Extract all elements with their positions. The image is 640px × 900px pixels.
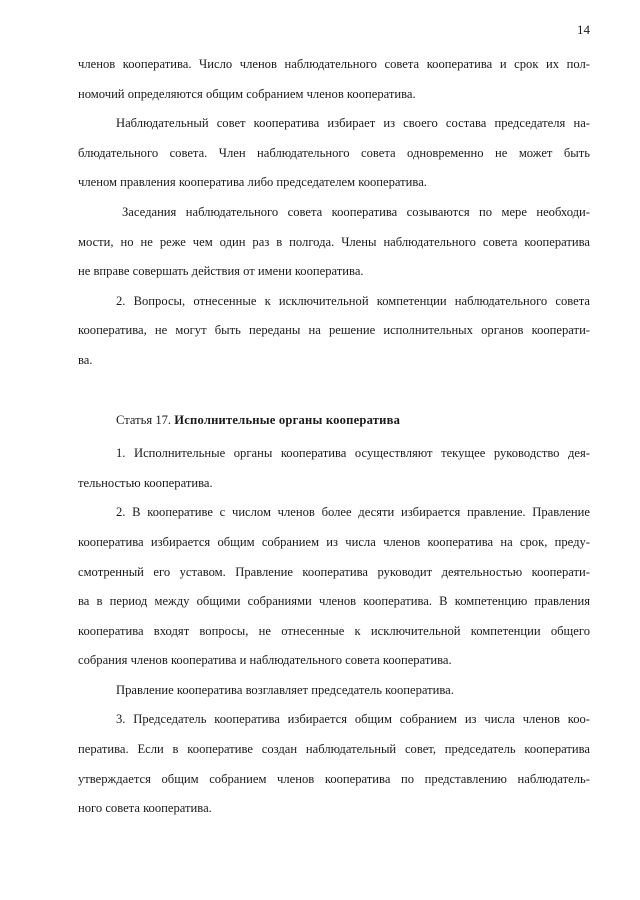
text-line: ного совета кооператива. — [78, 801, 212, 816]
text-line: Заседания наблюдательного совета кооператива созываются по мере необходи- — [122, 204, 590, 219]
article-title: Исполнительные органы кооператива — [174, 412, 401, 427]
text-line: ва в период между общими собраниями членов кооператива. В компетенцию правления — [78, 594, 590, 609]
text-line: членом правления кооператива либо председателем кооператива. — [78, 175, 427, 190]
text-line: блюдательного совета. Член наблюдательного совета одновременно не может быть — [78, 145, 590, 160]
paragraph — [78, 198, 590, 287]
text-line: Правление кооператива возглавляет председатель кооператива. — [116, 682, 454, 697]
paragraph — [78, 498, 590, 676]
text-line: кооператива избирается общим собранием из числа членов кооператива на срок, преду- — [78, 534, 590, 549]
paragraph-continuation — [78, 50, 590, 109]
text-line: Наблюдательный совет кооператива избирает из своего состава председателя на- — [116, 116, 590, 131]
text-line: собрания членов кооператива и наблюдательного совета кооператива. — [78, 653, 452, 668]
paragraph — [78, 287, 590, 376]
text-line: членов кооператива. Число членов наблюдательного совета кооператива и срок их пол- — [78, 57, 590, 71]
text-line: мости, но не реже чем один раз в полгода. Члены наблюдательного совета кооператива — [78, 234, 590, 249]
text-line: ператива. Если в кооперативе создан наблюдательный совет, председатель кооператива — [78, 742, 590, 757]
text-line: смотренный его уставом. Правление кооператива руководит деятельностью кооперати- — [78, 564, 590, 579]
paragraph — [78, 676, 590, 706]
text-line: кооператива, не могут быть переданы на решение исполнительных органов кооперати- — [78, 323, 590, 338]
page-number: 14 — [577, 22, 590, 37]
text-line: 3. Председатель кооператива избирается общим собранием из числа членов коо- — [116, 712, 590, 727]
text-line: кооператива входят вопросы, не отнесенные к исключительной компетенции общего — [78, 623, 590, 638]
article-heading — [78, 406, 590, 436]
paragraph — [78, 109, 590, 198]
text-line: 2. В кооперативе с числом членов более десяти избирается правление. Правление — [116, 505, 590, 520]
text-line: 2. Вопросы, отнесенные к исключительной компетенции наблюдательного совета — [116, 293, 590, 308]
text-line: не вправе совершать действия от имени кооператива. — [78, 264, 364, 279]
article-number: Статья 17. — [116, 412, 172, 427]
text-line: утверждается общим собранием членов кооператива по представлению наблюдатель- — [78, 771, 590, 786]
document-body — [78, 50, 590, 824]
paragraph — [78, 439, 590, 498]
text-line: тельностью кооператива. — [78, 475, 213, 490]
text-line: номочий определяются общим собранием членов кооператива. — [78, 86, 416, 101]
text-line: 1. Исполнительные органы кооператива осуществляют текущее руководство дея- — [116, 446, 590, 461]
paragraph — [78, 705, 590, 823]
text-line: ва. — [78, 352, 93, 367]
